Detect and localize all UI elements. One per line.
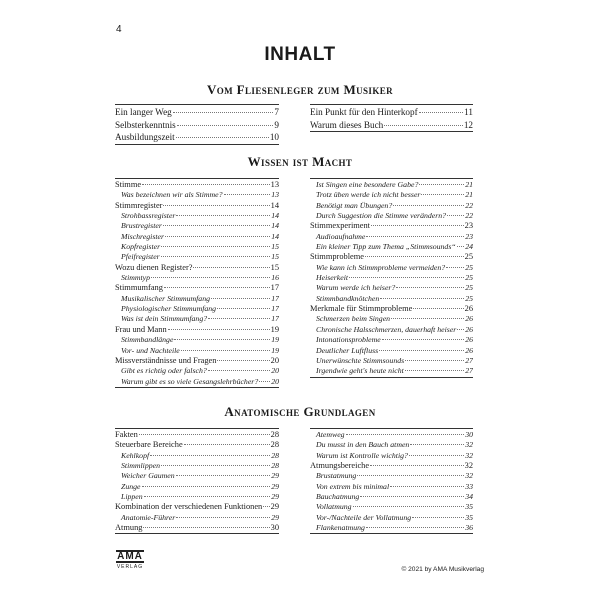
toc-subentry [115,471,279,481]
toc-column-right [310,178,473,378]
toc-entry-title: Ein kleiner Tipp zum Thema „Stimmsounds“ [316,242,456,252]
toc-subentry [310,356,473,366]
toc-subentry [310,201,473,211]
toc-subentry [310,273,473,283]
dot-leader [176,215,270,216]
toc-subentry [310,335,473,345]
toc-page-number: 17 [271,314,279,324]
toc-entry-title: Stimme [115,180,142,189]
toc-page-number: 17 [271,293,279,303]
toc-subentry [115,242,279,252]
toc-entry-title: Wozu dienen Register? [115,262,193,272]
toc-subentry [310,211,473,221]
toc-page-number: 25 [465,273,473,283]
toc-entry-title: Stimmexperiment [310,221,371,231]
publisher-logo-mark: AMA [117,551,143,562]
dot-leader [142,184,270,185]
toc-subentry [310,492,473,502]
page-number: 4 [116,24,122,35]
toc-entry-title: Kopfregister [121,242,161,252]
toc-entry-title: Deutlicher Luftfluss [316,345,379,355]
dot-leader [366,527,464,528]
toc-entry-title: Unerwünschte Stimmsounds [316,355,405,365]
dot-leader [217,308,270,309]
toc-page-number: 28 [271,450,279,460]
toc-entry-title: Kombination der verschiedenen Funktionen [115,502,263,512]
toc-entry-title: Durch Suggestion die Stimme verändern? [316,211,447,221]
section-title-3: Anatomische Grundlagen [224,404,376,419]
toc-page-number: 32 [465,440,473,450]
dot-leader [457,246,464,247]
toc-subentry [115,221,279,231]
dot-leader [168,329,270,330]
toc-subentry [310,430,473,440]
toc-subentry [115,346,279,356]
toc-entry-title: Schmerzen beim Singen [316,314,391,324]
section-title-1: Vom Fliesenleger zum Musiker [206,82,394,97]
dot-leader [405,370,464,371]
toc-subentry [115,335,279,345]
dot-leader [164,287,270,288]
toc-entry-title: Stimmregister [115,200,163,210]
toc-page-number: 29 [271,481,279,491]
toc-subentry [115,482,279,492]
dot-leader [208,370,270,371]
toc-page-number: 34 [465,492,473,502]
toc-page-number: 35 [465,512,473,522]
toc-subentry [115,377,279,387]
dot-leader [161,256,271,257]
dot-leader [370,465,464,466]
dot-leader [371,225,464,226]
toc-page-number: 25 [465,283,473,293]
toc-subentry [115,232,279,242]
toc-entry [115,430,279,440]
dot-leader [217,360,269,361]
dot-leader [393,205,464,206]
toc-entry [310,252,473,262]
copyright-notice: © 2021 by AMA Musikverlag [401,566,484,573]
toc-subentry [115,366,279,376]
toc-subentry [310,523,473,533]
toc-entry-title: Weicher Gaumen [121,471,175,481]
toc-entry-title: Missverständnisse und Fragen [115,355,217,365]
toc-page-number: 33 [465,481,473,491]
toc-entry-title: Stimmprobleme [310,252,364,262]
publisher-logo-sub: VERLAG [116,564,144,570]
toc-entry-title: Physiologischer Stimmumfang [121,304,217,314]
toc-page-number: 32 [464,461,473,471]
toc-entry-title: Flankenatmung [316,523,365,533]
toc-entry-title: Selbsterkenntnis [115,119,176,130]
toc-entry-title: Atmungsbereiche [310,461,370,471]
toc-page-number: 30 [465,430,473,439]
dot-leader [176,137,269,138]
toc-page-number: 32 [465,450,473,460]
toc-entry [310,461,473,471]
toc-subentry [115,314,279,324]
toc-entry-title: Brustatmung [316,471,357,481]
toc-column-right [310,104,473,132]
dot-leader [142,486,271,487]
toc-page-number: 23 [465,231,473,241]
toc-entry-title: Warum werde ich heiser? [316,283,396,293]
section-title-2: Wissen ist Macht [247,154,353,169]
dot-leader [405,360,464,361]
toc-subentry [310,502,473,512]
toc-page-number: 11 [464,107,473,117]
toc-entry-title: Stimmbandlänge [121,335,174,345]
toc-page-number: 20 [271,376,279,386]
toc-subentry [115,461,279,471]
toc-entry-title: Ist Singen eine besondere Gabe? [316,180,419,189]
toc-subentry [310,440,473,450]
dot-leader [360,496,464,497]
toc-entry-title: Stimmbandknötchen [316,293,380,303]
dot-leader [457,329,464,330]
toc-entry-title: Was bezeichnen wir als Stimme? [121,190,223,200]
toc-column-left [115,104,279,145]
toc-entry-title: Stimmlippen [121,461,160,471]
toc-page-number: 14 [271,211,279,221]
dot-leader [413,308,463,309]
toc-entry-title: Stimmtyp [121,273,151,283]
toc-page-number: 26 [464,304,473,314]
toc-page-number: 14 [271,221,279,231]
toc-subentry [310,513,473,523]
toc-page-number: 21 [465,190,473,200]
dot-leader [365,256,464,257]
toc-page-number: 9 [274,119,279,130]
dot-leader [379,350,464,351]
toc-subentry [310,482,473,492]
toc-entry-title: Merkmale für Stimmprobleme [310,304,413,314]
toc-subentry [310,451,473,461]
dot-leader [176,475,271,476]
toc-entry-title: Chronische Halsschmerzen, dauerhaft heiser [316,324,457,334]
toc-subentry [310,471,473,481]
toc-entry [115,325,279,335]
dot-leader [263,506,269,507]
dot-leader [211,298,270,299]
toc-subentry [310,283,473,293]
toc-page-number: 26 [465,324,473,334]
dot-leader [163,205,269,206]
toc-entry [310,106,473,119]
dot-leader [409,455,464,456]
toc-page-number: 30 [270,523,279,533]
toc-page-number: 16 [271,273,279,283]
toc-entry [115,523,279,533]
toc-entry-title: Benötigt man Übungen? [316,200,393,210]
dot-leader [161,465,270,466]
toc-page-number: 25 [464,252,473,262]
dot-leader [150,455,270,456]
toc-entry-title: Was ist dein Stimmumfang? [121,314,208,324]
toc-page-number: 28 [270,440,279,450]
toc-page-number: 32 [465,471,473,481]
toc-entry-title: Bauchatmung [316,492,360,502]
dot-leader [419,184,464,185]
toc-entry [115,263,279,273]
toc-subentry [115,190,279,200]
dot-leader [447,215,464,216]
toc-entry-title: Audioaufnahme [316,231,366,241]
toc-subentry [310,325,473,335]
toc-entry [115,356,279,366]
toc-page-number: 25 [465,293,473,303]
toc-entry-title: Von extrem bis minimal [316,481,390,491]
toc-page-number: 15 [271,242,279,252]
dot-leader [346,434,465,435]
toc-entry-title: Heiserkeit [316,273,349,283]
toc-entry-title: Pfeifregister [121,252,160,262]
toc-entry [115,283,279,293]
dot-leader [391,318,464,319]
dot-leader [446,267,464,268]
toc-page-number: 14 [270,200,279,210]
toc-entry-title: Mischregister [121,231,165,241]
dot-leader [177,125,274,126]
dot-leader [412,517,464,518]
toc-page-number: 29 [270,502,279,512]
dot-leader [366,236,464,237]
toc-entry-title: Intonationsprobleme [316,335,381,345]
dot-leader [384,125,463,126]
dot-leader [410,444,464,445]
dot-leader [421,194,464,195]
toc-page-number: 29 [271,492,279,502]
publisher-logo [116,550,144,570]
toc-page-number: 19 [270,324,279,334]
toc-entry [115,131,279,144]
toc-subentry [310,294,473,304]
toc-page-number: 29 [271,512,279,522]
toc-page-number: 22 [465,211,473,221]
toc-page-number: 14 [271,231,279,241]
toc-column-right [310,428,473,534]
toc-page-number: 21 [465,180,473,189]
toc-page-number: 27 [465,355,473,365]
dot-leader [208,318,270,319]
toc-page-number: 26 [465,314,473,324]
dot-leader [139,434,270,435]
toc-page-number: 29 [271,471,279,481]
toc-page-number: 12 [463,119,473,130]
toc-page-number: 13 [270,180,279,189]
toc-entry-title: Kehlkopf [121,450,150,460]
toc-entry-title: Warum dieses Buch [310,119,384,130]
toc-page-number: 15 [270,262,279,272]
toc-page-number: 19 [271,335,279,345]
toc-entry-title: Zunge [121,481,141,491]
toc-entry-title: Vor- und Nachteile [121,345,180,355]
toc-page-number: 15 [271,252,279,262]
dot-leader [163,225,270,226]
toc-subentry [310,242,473,252]
dot-leader [161,246,270,247]
toc-page-number: 28 [270,430,279,439]
dot-leader [396,287,464,288]
toc-page-number: 27 [465,366,473,376]
toc-subentry [310,180,473,190]
toc-entry-title: Frau und Mann [115,324,167,334]
toc-subentry [115,252,279,262]
dot-leader [151,277,270,278]
toc-entry-title: Strohbassregister [121,211,176,221]
toc-page-number: 25 [465,262,473,272]
toc-page-number: 22 [465,200,473,210]
toc-subentry [310,263,473,273]
toc-page-number: 35 [465,502,473,512]
toc-subentry [115,294,279,304]
toc-page-number: 20 [270,355,279,365]
toc-entry-title: Warum ist Kontrolle wichtig? [316,450,408,460]
toc-entry-title: Brustregister [121,221,162,231]
toc-entry-title: Atmung [115,523,143,533]
dot-leader [174,339,270,340]
toc-entry-title: Lippen [121,492,143,502]
dot-leader [382,339,465,340]
toc-entry-title: Vollatmung [316,502,352,512]
toc-subentry [310,232,473,242]
dot-leader [419,112,463,113]
toc-subentry [115,273,279,283]
toc-entry-title: Ausbildungszeit [115,132,175,142]
toc-entry-title: Trotz üben werde ich nicht besser [316,190,421,200]
toc-entry-title: Atemweg [316,430,345,439]
page-title: INHALT [264,44,336,65]
toc-page-number: 19 [271,345,279,355]
toc-subentry [310,366,473,376]
dot-leader [390,486,464,487]
toc-subentry [115,451,279,461]
toc-entry-title: Fakten [115,430,138,439]
toc-entry [115,440,279,450]
toc-entry-title: Warum gibt es so viele Gesangslehrbücher? [121,376,259,386]
toc-entry-title: Vor-/Nachteile der Vollatmung [316,512,412,522]
dot-leader [144,496,271,497]
toc-entry-title: Musikalischer Stimmumfang [121,293,211,303]
toc-entry [115,119,279,132]
toc-page-number: 17 [270,283,279,293]
toc-entry [115,106,279,119]
toc-column-left [115,178,279,388]
toc-page-number: 23 [464,221,473,231]
toc-page-number: 28 [271,461,279,471]
toc-entry-title: Steuerbare Bereiche [115,440,183,450]
toc-subentry [310,190,473,200]
dot-leader [165,236,270,237]
dot-leader [193,267,269,268]
dot-leader [380,298,464,299]
dot-leader [357,475,464,476]
toc-entry [310,304,473,314]
toc-subentry [115,304,279,314]
dot-leader [349,277,464,278]
toc-page-number: 26 [465,345,473,355]
toc-subentry [115,492,279,502]
toc-entry [310,119,473,132]
dot-leader [181,350,270,351]
toc-subentry [310,346,473,356]
toc-entry-title: Ein langer Weg [115,107,172,117]
toc-entry-title: Stimmumfang [115,283,163,293]
toc-entry-title: Gibt es richtig oder falsch? [121,366,207,376]
toc-entry [115,201,279,211]
toc-subentry [115,513,279,523]
toc-page-number: 10 [269,132,279,142]
toc-entry-title: Irgendwie geht's heute nicht [316,366,404,376]
toc-page-number: 20 [271,366,279,376]
toc-subentry [310,314,473,324]
toc-page-number: 17 [271,304,279,314]
toc-entry-title: Wie kann ich Stimmprobleme vermeiden? [316,262,446,272]
toc-column-left [115,428,279,534]
dot-leader [176,517,270,518]
dot-leader [173,112,274,113]
toc-subentry [115,211,279,221]
dot-leader [224,194,271,195]
toc-page-number: 26 [465,335,473,345]
toc-page-number: 7 [274,107,279,117]
toc-entry-title: Anatomie-Führer [121,512,176,522]
toc-page-number: 36 [465,523,473,533]
dot-leader [184,444,270,445]
dot-leader [353,506,465,507]
toc-page-number: 13 [271,190,279,200]
dot-leader [143,527,269,528]
toc-entry [115,502,279,512]
toc-page-number: 24 [465,242,473,252]
toc-entry-title: Du musst in den Bauch atmen [316,440,410,450]
toc-entry [115,180,279,190]
toc-entry [310,221,473,231]
toc-entry-title: Ein Punkt für den Hinterkopf [310,107,418,117]
dot-leader [259,381,270,382]
